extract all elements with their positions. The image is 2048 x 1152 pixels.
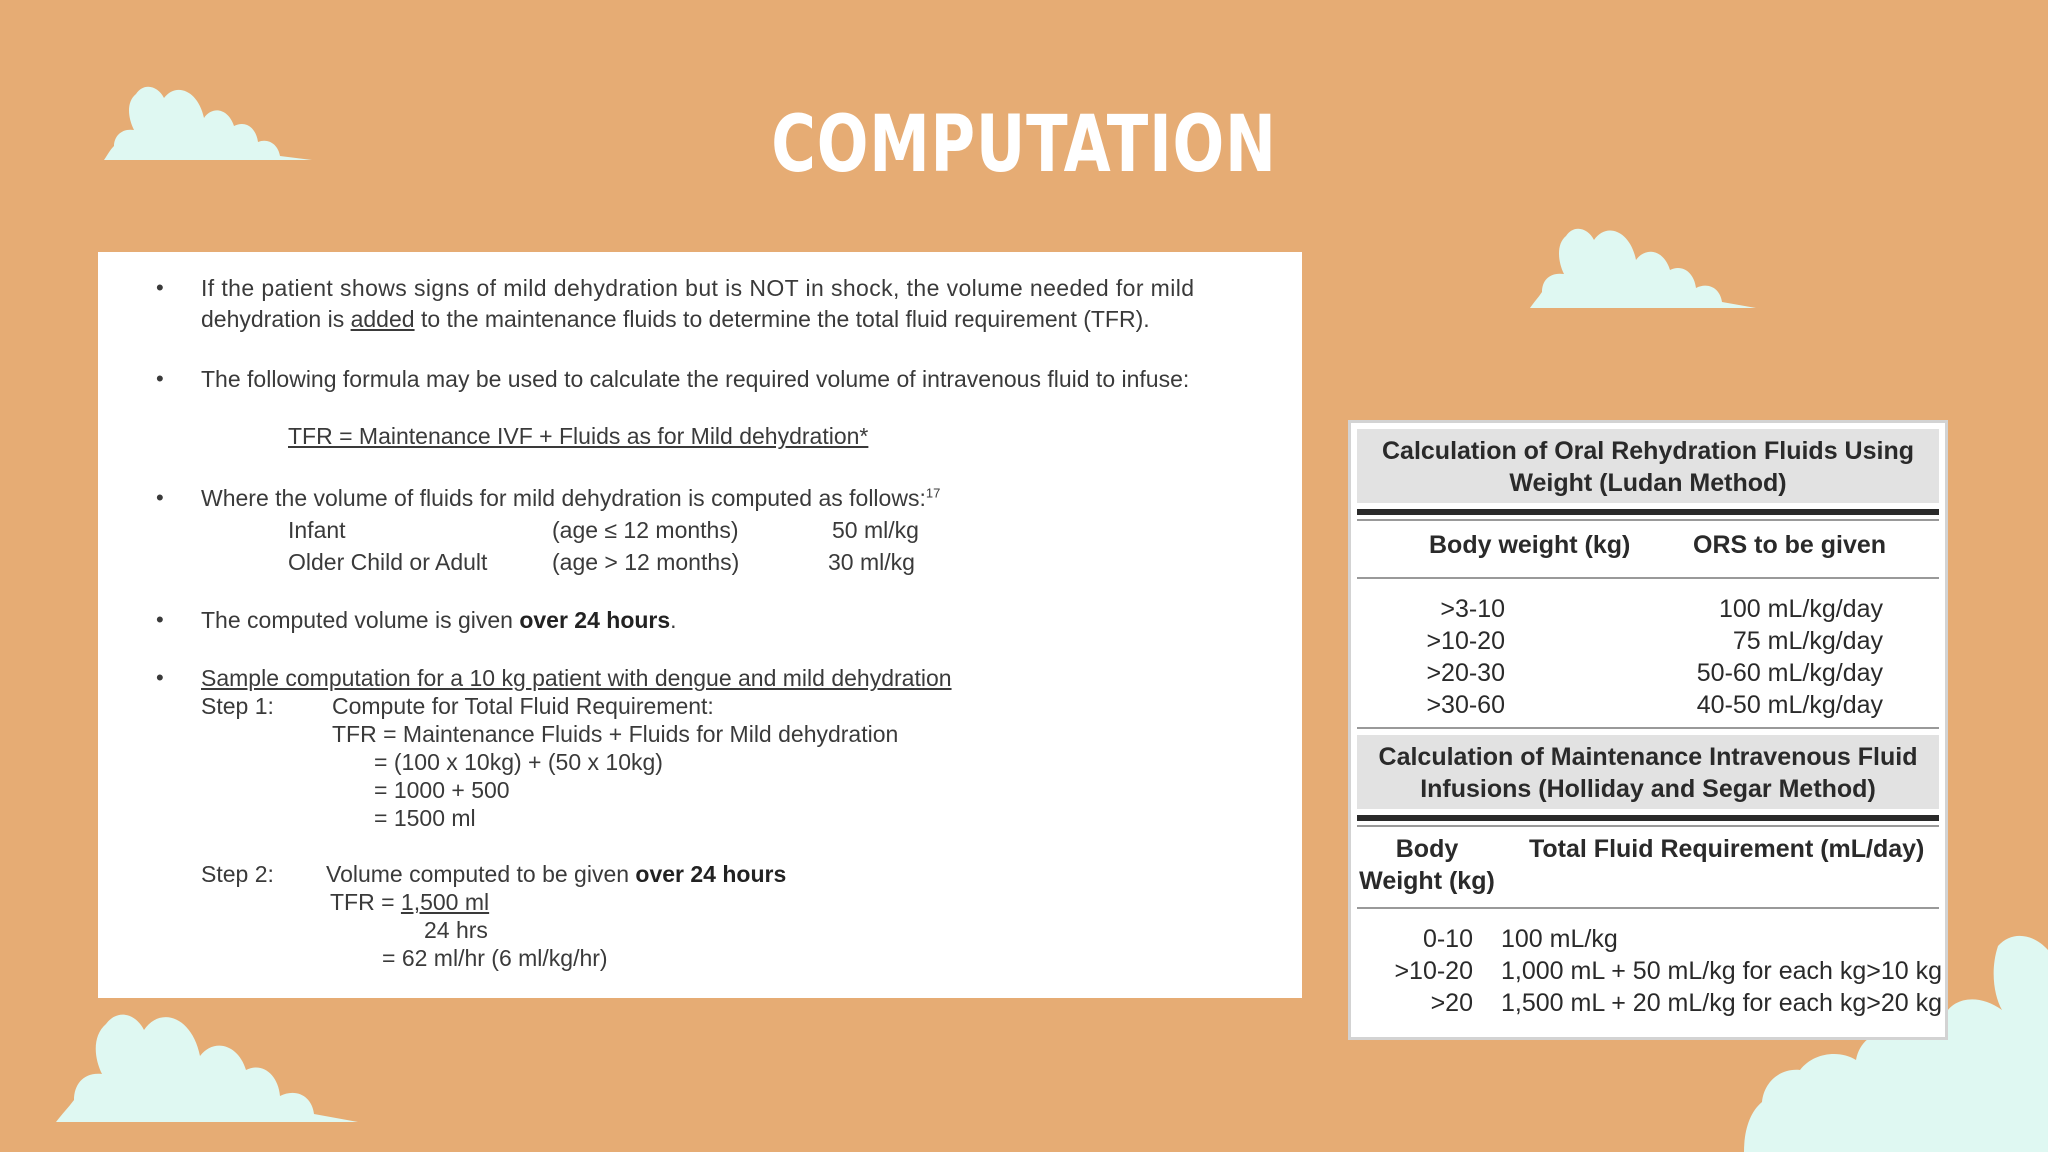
divider — [1357, 519, 1939, 521]
ors-row-value: 50-60 mL/kg/day — [1696, 659, 1883, 687]
ors-col-weight-header: Body weight (kg) — [1429, 531, 1631, 559]
ors-table-title — [1357, 429, 1939, 503]
underlined-text: added — [350, 306, 415, 332]
bullet-icon: • — [156, 665, 164, 690]
paragraph-4 — [201, 604, 677, 636]
paragraph-2: The following formula may be used to calculate the required volume of intravenous fluid to infuse: — [201, 366, 1190, 392]
step-1-line-1: TFR = Maintenance Fluids + Fluids for Mild dehydration — [332, 721, 899, 747]
step-1-label: Step 1: — [201, 693, 274, 719]
footnote-ref: 17 — [925, 485, 941, 501]
ivf-row-weight: >20 — [1430, 989, 1473, 1017]
bullet-icon: • — [156, 275, 164, 300]
sample-heading: Sample computation for a 10 kg patient with dengue and mild dehydration — [201, 665, 952, 691]
divider — [1357, 727, 1939, 729]
paragraph-1-line-1: If the patient shows signs of mild dehydration but is NOT in shock, the volume needed for mild — [201, 275, 1195, 301]
ors-row-weight: >30-60 — [1426, 691, 1505, 719]
cloud-bottom-left-icon — [52, 1000, 362, 1124]
ors-row-weight: >20-30 — [1426, 659, 1505, 687]
slide-title: COMPUTATION — [771, 100, 1277, 190]
ors-row-weight: >10-20 — [1426, 627, 1505, 655]
ors-row-value: 40-50 mL/kg/day — [1696, 691, 1883, 719]
title-line: Infusions (Holliday and Segar Method) — [1420, 775, 1876, 803]
document-panel — [98, 252, 1302, 998]
header-line: Weight (kg) — [1359, 867, 1495, 895]
paragraph-3 — [201, 482, 940, 514]
text: dehydration is — [201, 306, 351, 332]
ors-row-value: 75 mL/kg/day — [1732, 627, 1883, 655]
older-value: 30 ml/kg — [828, 549, 915, 575]
cloud-top-right-icon — [1526, 218, 1760, 310]
ivf-row-value: 100 mL/kg — [1501, 925, 1618, 953]
header-line: Body — [1395, 835, 1459, 863]
infant-label: Infant — [288, 517, 346, 543]
step-1-line-2: = (100 x 10kg) + (50 x 10kg) — [374, 749, 663, 775]
bullet-icon: • — [156, 366, 164, 391]
step-1-text: Compute for Total Fluid Requirement: — [332, 693, 714, 719]
infant-value: 50 ml/kg — [832, 517, 919, 543]
text: TFR = — [330, 889, 401, 915]
text: Where the volume of fluids for mild dehydration is computed as follows: — [201, 485, 926, 511]
paragraph-1-line-2 — [201, 303, 1150, 335]
step-2-line-3: = 62 ml/hr (6 ml/kg/hr) — [382, 945, 608, 971]
divider — [1357, 509, 1939, 515]
text: . — [670, 607, 677, 633]
title-line: Calculation of Oral Rehydration Fluids Using — [1382, 437, 1914, 465]
formula: TFR = Maintenance IVF + Fluids as for Mild dehydration* — [288, 423, 869, 449]
step-2-label: Step 2: — [201, 861, 274, 887]
step-2-line-2: 24 hrs — [424, 917, 488, 943]
ivf-row-value: 1,000 mL + 50 mL/kg for each kg>10 kg — [1501, 957, 1943, 985]
older-label: Older Child or Adult — [288, 549, 488, 575]
ivf-row-weight: 0-10 — [1422, 925, 1473, 953]
text: The computed volume is given — [201, 607, 520, 633]
ivf-row-value: 1,500 mL + 20 mL/kg for each kg>20 kg — [1501, 989, 1943, 1017]
bold-text: over 24 hours — [635, 861, 787, 887]
divider — [1357, 907, 1939, 909]
ors-col-ors-header: ORS to be given — [1693, 531, 1887, 559]
divider — [1357, 577, 1939, 579]
ivf-col-tfr-header: Total Fluid Requirement (mL/day) — [1529, 835, 1925, 863]
bullet-icon: • — [156, 607, 164, 632]
text: Volume computed to be given — [326, 861, 636, 887]
title-line: Weight (Ludan Method) — [1509, 469, 1787, 497]
title-line: Calculation of Maintenance Intravenous Fluid — [1378, 743, 1918, 771]
text: to the maintenance fluids to determine the total fluid requirement (TFR). — [414, 306, 1150, 332]
ivf-row-weight: >10-20 — [1394, 957, 1473, 985]
fluid-tables-panel — [1348, 420, 1948, 1040]
ivf-col-weight-header — [1357, 833, 1497, 897]
divider — [1357, 825, 1939, 827]
ivf-table-title — [1357, 735, 1939, 809]
ors-row-value: 100 mL/kg/day — [1719, 595, 1883, 623]
infant-age: (age ≤ 12 months) — [552, 517, 739, 543]
step-1-line-4: = 1500 ml — [374, 805, 476, 831]
ors-row-weight: >3-10 — [1440, 595, 1505, 623]
older-age: (age > 12 months) — [552, 549, 740, 575]
step-1-line-3: = 1000 + 500 — [374, 777, 510, 803]
underlined-text: 1,500 ml — [400, 889, 490, 915]
bullet-icon: • — [156, 485, 164, 510]
bold-text: over 24 hours — [519, 607, 671, 633]
divider — [1357, 815, 1939, 821]
